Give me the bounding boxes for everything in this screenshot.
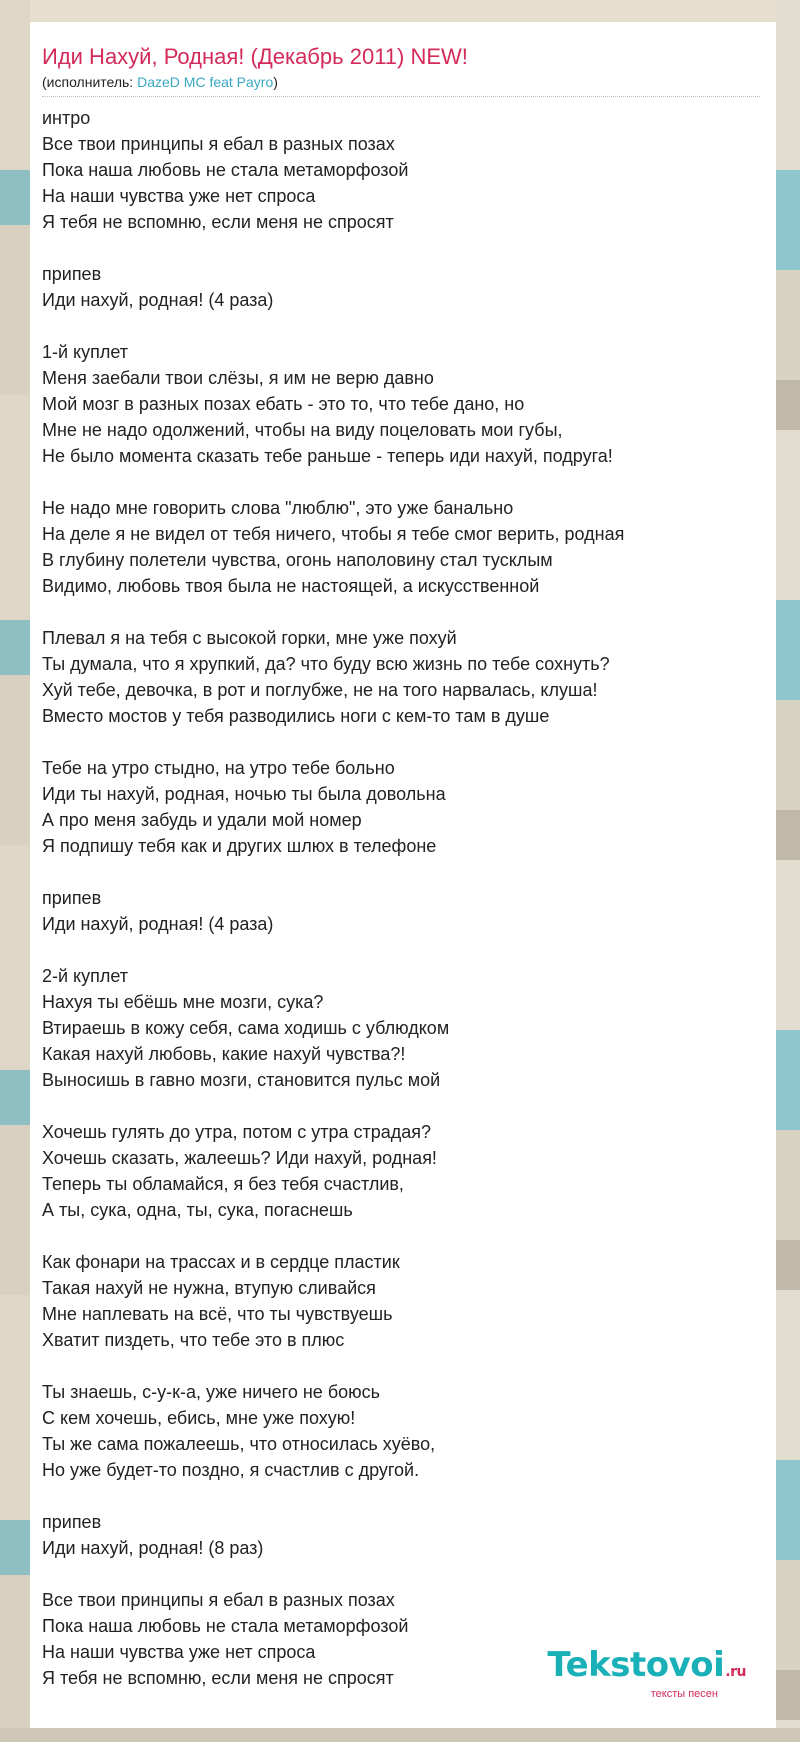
lyrics-card [30, 22, 776, 1728]
lyrics-line: Хватит пиздеть, что тебе это в плюс [42, 1330, 345, 1350]
lyrics-line: Вместо мостов у тебя разводились ноги с кем-то там в душе [42, 706, 550, 726]
lyrics-blank-line [42, 937, 764, 963]
artist-prefix: (исполнитель: [42, 74, 138, 90]
lyrics-line: Мне наплевать на всё, что ты чувствуешь [42, 1304, 393, 1324]
lyrics-line: Пока наша любовь не стала метаморфозой [42, 1616, 409, 1636]
background-bottom-strip [0, 1728, 800, 1742]
lyrics-blank-line [42, 1223, 764, 1249]
artist-link[interactable]: DazeD MC feat Payro [137, 74, 274, 90]
lyrics-line: интро [42, 108, 91, 128]
song-title: Иди Нахуй, Родная! (Декабрь 2011) NEW! [42, 44, 468, 69]
lyrics-line: припев [42, 888, 102, 908]
lyrics-blank-line [42, 313, 764, 339]
lyrics-line: Не надо мне говорить слова "люблю", это уже банально [42, 498, 514, 518]
lyrics-line: Нахуя ты ебёшь мне мозги, сука? [42, 992, 324, 1012]
lyrics-line: А ты, сука, одна, ты, сука, погаснешь [42, 1200, 353, 1220]
lyrics-text [42, 105, 764, 1691]
lyrics-blank-line [42, 859, 764, 885]
lyrics-line: Хочешь сказать, жалеешь? Иди нахуй, родная! [42, 1148, 437, 1168]
logo-tagline: тексты песен [650, 1688, 718, 1700]
lyrics-line: Не было момента сказать тебе раньше - теперь иди нахуй, подруга! [42, 446, 613, 466]
lyrics-line: Мне не надо одолжений, чтобы на виду поцеловать мои губы, [42, 420, 563, 440]
lyrics-line: А про меня забудь и удали мой номер [42, 810, 362, 830]
site-logo[interactable] [547, 1647, 746, 1700]
lyrics-line: Такая нахуй не нужна, втупую сливайся [42, 1278, 376, 1298]
lyrics-blank-line [42, 469, 764, 495]
lyrics-line: С кем хочешь, ебись, мне уже похую! [42, 1408, 356, 1428]
lyrics-line: На наши чувства уже нет спроса [42, 1642, 316, 1662]
background-left-strip [0, 0, 30, 1742]
lyrics-line: Я тебя не вспомню, если меня не спросят [42, 212, 394, 232]
lyrics-line: Ты же сама пожалеешь, что относилась хуёво, [42, 1434, 436, 1454]
artist-suffix: ) [273, 74, 278, 90]
lyrics-line: Все твои принципы я ебал в разных позах [42, 134, 395, 154]
logo-tld: .ru [725, 1664, 746, 1680]
lyrics-line: Ты думала, что я хрупкий, да? что буду всю жизнь по тебе сохнуть? [42, 654, 610, 674]
lyrics-blank-line [42, 729, 764, 755]
lyrics-line: Какая нахуй любовь, какие нахуй чувства?! [42, 1044, 406, 1064]
lyrics-line: Иди ты нахуй, родная, ночью ты была довольна [42, 784, 446, 804]
lyrics-line: Плевал я на тебя с высокой горки, мне уже похуй [42, 628, 457, 648]
lyrics-line: Втираешь в кожу себя, сама ходишь с ублюдком [42, 1018, 450, 1038]
lyrics-line: Все твои принципы я ебал в разных позах [42, 1590, 395, 1610]
lyrics-line: Ты знаешь, с-у-к-а, уже ничего не боюсь [42, 1382, 381, 1402]
lyrics-line: 2-й куплет [42, 966, 129, 986]
lyrics-line: припев [42, 264, 102, 284]
artist-line [42, 73, 760, 97]
lyrics-line: Иди нахуй, родная! (8 раз) [42, 1538, 264, 1558]
lyrics-line: Иди нахуй, родная! (4 раза) [42, 914, 274, 934]
lyrics-blank-line [42, 1561, 764, 1587]
lyrics-line: Хочешь гулять до утра, потом с утра страдая? [42, 1122, 432, 1142]
lyrics-line: припев [42, 1512, 102, 1532]
lyrics-line: Пока наша любовь не стала метаморфозой [42, 160, 409, 180]
lyrics-line: Я подпишу тебя как и других шлюх в телефоне [42, 836, 437, 856]
lyrics-line: Хуй тебе, девочка, в рот и поглубже, не на того нарвалась, клуша! [42, 680, 598, 700]
lyrics-blank-line [42, 1483, 764, 1509]
lyrics-line: Выносишь в гавно мозги, становится пульс мой [42, 1070, 441, 1090]
lyrics-line: На деле я не видел от тебя ничего, чтобы я тебе смог верить, родная [42, 524, 625, 544]
lyrics-line: Теперь ты обламайся, я без тебя счастлив, [42, 1174, 404, 1194]
lyrics-line: Как фонари на трассах и в сердце пластик [42, 1252, 400, 1272]
lyrics-line: Но уже будет-то поздно, я счастлив с другой. [42, 1460, 420, 1480]
lyrics-line: Меня заебали твои слёзы, я им не верю давно [42, 368, 434, 388]
background-right-strip [776, 0, 800, 1742]
lyrics-line: Мой мозг в разных позах ебать - это то, что тебе дано, но [42, 394, 525, 414]
lyrics-line: В глубину полетели чувства, огонь наполовину стал тусклым [42, 550, 553, 570]
lyrics-blank-line [42, 599, 764, 625]
lyrics-line: Я тебя не вспомню, если меня не спросят [42, 1668, 394, 1688]
lyrics-line: 1-й куплет [42, 342, 129, 362]
lyrics-line: Видимо, любовь твоя была не настоящей, а искусственной [42, 576, 540, 596]
lyrics-blank-line [42, 235, 764, 261]
lyrics-line: Иди нахуй, родная! (4 раза) [42, 290, 274, 310]
lyrics-line: На наши чувства уже нет спроса [42, 186, 316, 206]
lyrics-line: Тебе на утро стыдно, на утро тебе больно [42, 758, 395, 778]
lyrics-blank-line [42, 1353, 764, 1379]
lyrics-blank-line [42, 1093, 764, 1119]
logo-name: Tekstovoi [547, 1645, 725, 1685]
